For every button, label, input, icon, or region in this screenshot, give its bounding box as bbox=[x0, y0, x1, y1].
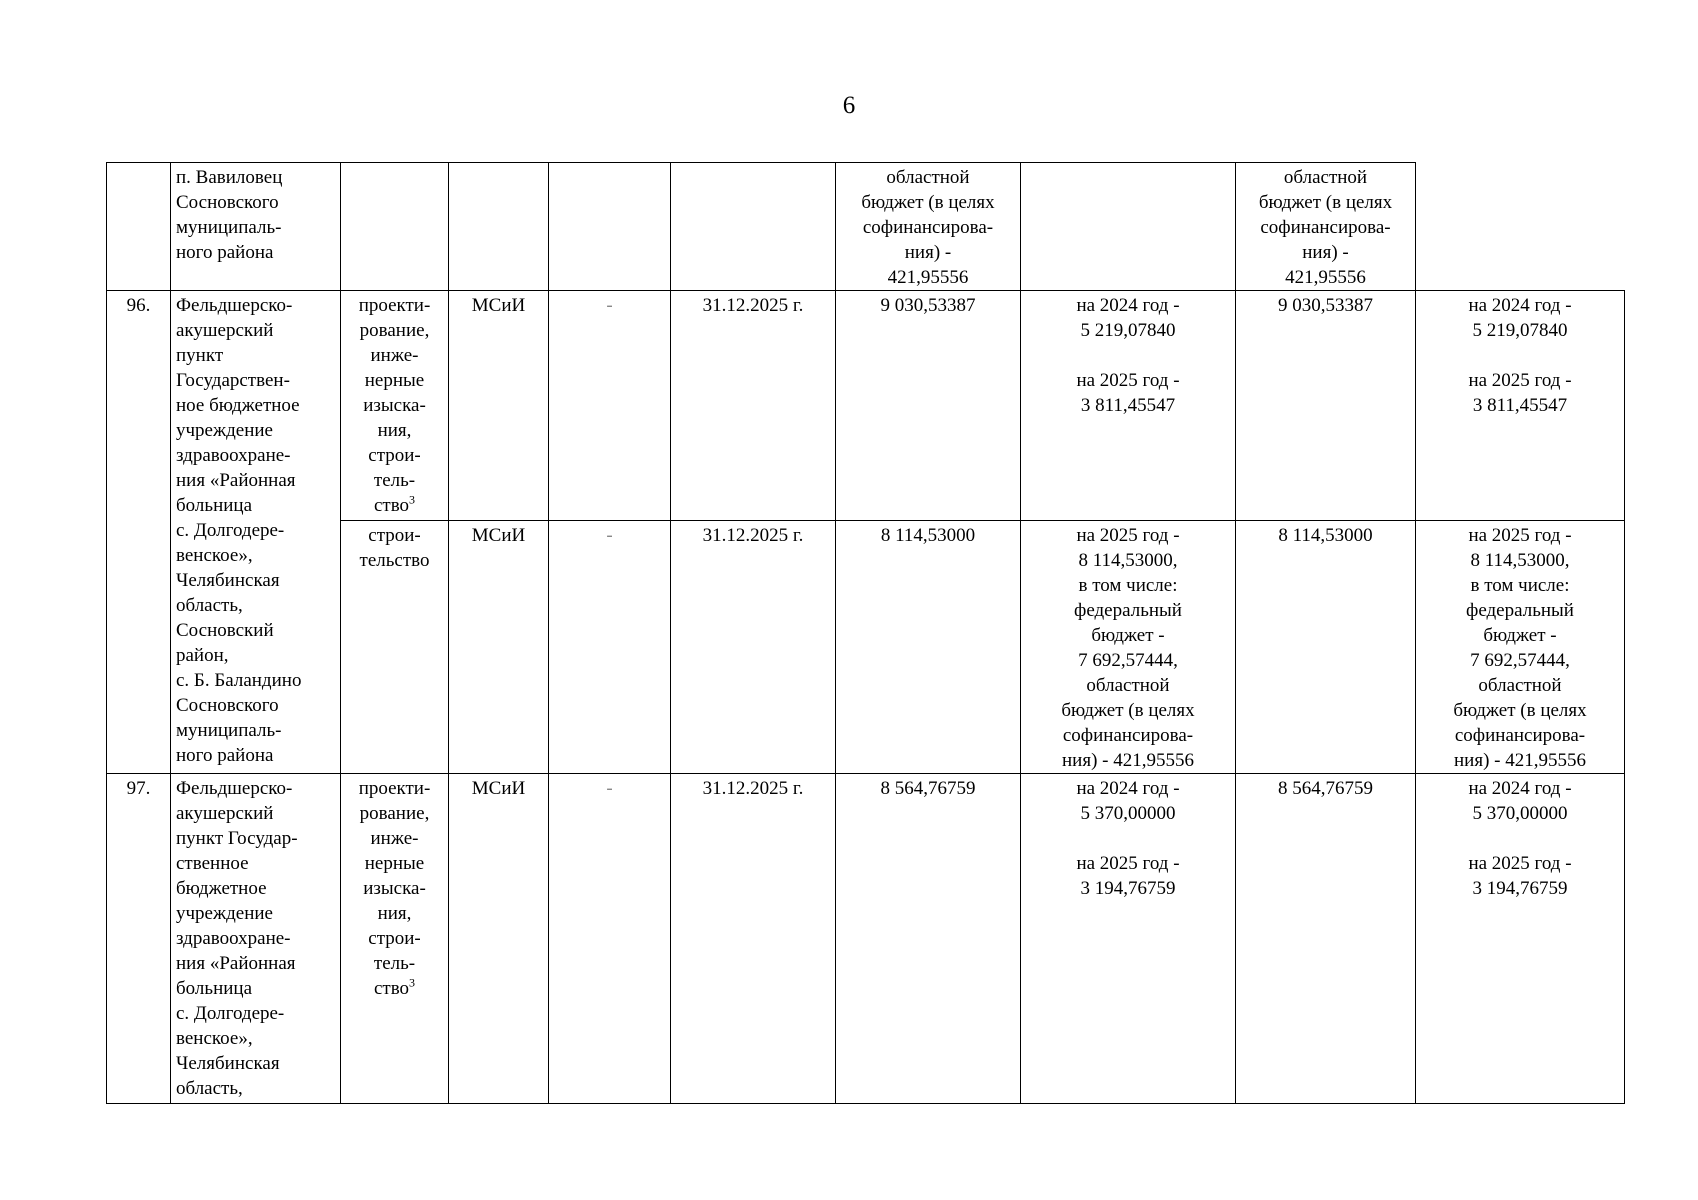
start-cell: - bbox=[549, 521, 671, 774]
work-type-text: проекти- рование, инже- нерные изыска- ния, строи- тель- ство bbox=[358, 778, 431, 999]
deadline-cell: 31.12.2025 г. bbox=[671, 521, 836, 774]
work-type-text: проекти- рование, инже- нерные изыска- ния, строи- тель- ство bbox=[358, 295, 431, 516]
object-name-cell: п. Вавиловец Сосновского муниципаль- ного района bbox=[171, 163, 341, 291]
funding-repeat-cell: на 2024 год - 5 370,00000 на 2025 год - 3 194,76759 bbox=[1416, 774, 1625, 1104]
start-cell bbox=[549, 163, 671, 291]
deadline-cell bbox=[671, 163, 836, 291]
work-type-text: строи- тельство bbox=[359, 525, 430, 571]
table-row bbox=[107, 291, 1625, 521]
deadline-cell: 31.12.2025 г. bbox=[671, 291, 836, 521]
object-name-cell: Фельдшерско- акушерский пункт Государ- ственное бюджетное учреждение здравоохране- ния «Районная больница с. Долгодере- венское», Челябинская область, bbox=[171, 774, 341, 1104]
work-type-cell bbox=[341, 774, 449, 1104]
row-number-cell: 97. bbox=[107, 774, 171, 1104]
cost-cell: 9 030,53387 bbox=[836, 291, 1021, 521]
cost-repeat-cell: 8 114,53000 bbox=[1236, 521, 1416, 774]
row-number-cell: 96. bbox=[107, 291, 171, 774]
row-number-cell bbox=[107, 163, 171, 291]
work-type-cell bbox=[341, 163, 449, 291]
customer-cell: МСиИ bbox=[449, 521, 549, 774]
work-type-cell bbox=[341, 521, 449, 774]
work-type-cell bbox=[341, 291, 449, 521]
cost-repeat-cell: 9 030,53387 bbox=[1236, 291, 1416, 521]
page-number: 6 bbox=[842, 92, 856, 119]
customer-cell bbox=[449, 163, 549, 291]
customer-cell: МСиИ bbox=[449, 774, 549, 1104]
funding-repeat-cell: на 2025 год - 8 114,53000, в том числе: федеральный бюджет - 7 692,57444, областной бюджет (в целях софинансирова- ния) - 421,95556 bbox=[1416, 521, 1625, 774]
customer-cell: МСиИ bbox=[449, 291, 549, 521]
deadline-cell: 31.12.2025 г. bbox=[671, 774, 836, 1104]
funding-cell: областной бюджет (в целях софинансирова- ния) - 421,95556 bbox=[836, 163, 1021, 291]
table-row bbox=[107, 774, 1625, 1104]
object-name-cell: Фельдшерско- акушерский пункт Государствен- ное бюджетное учреждение здравоохране- ния «Районная больница с. Долгодере- венское», Челябинская область, Сосновский район, с. Б. Баландино Сосновского муниципаль- ного района bbox=[171, 291, 341, 774]
funding-cell: на 2024 год - 5 370,00000 на 2025 год - 3 194,76759 bbox=[1021, 774, 1236, 1104]
object-list-table bbox=[106, 162, 1625, 1104]
funding-cell: на 2024 год - 5 219,07840 на 2025 год - 3 811,45547 bbox=[1021, 291, 1236, 521]
funding-cell: на 2025 год - 8 114,53000, в том числе: федеральный бюджет - 7 692,57444, областной бюджет (в целях софинансирова- ния) - 421,95556 bbox=[1021, 521, 1236, 774]
cost-cell: 8 564,76759 bbox=[836, 774, 1021, 1104]
start-cell: - bbox=[549, 774, 671, 1104]
cost-repeat-cell bbox=[1021, 163, 1236, 291]
footnote-mark: 3 bbox=[409, 975, 416, 990]
cost-cell: 8 114,53000 bbox=[836, 521, 1021, 774]
footnote-mark: 3 bbox=[409, 492, 416, 507]
funding-repeat-cell: на 2024 год - 5 219,07840 на 2025 год - 3 811,45547 bbox=[1416, 291, 1625, 521]
cost-repeat-cell: 8 564,76759 bbox=[1236, 774, 1416, 1104]
table-row-continuation bbox=[107, 163, 1625, 291]
funding-repeat-cell: областной бюджет (в целях софинансирова- ния) - 421,95556 bbox=[1236, 163, 1416, 291]
start-cell: - bbox=[549, 291, 671, 521]
